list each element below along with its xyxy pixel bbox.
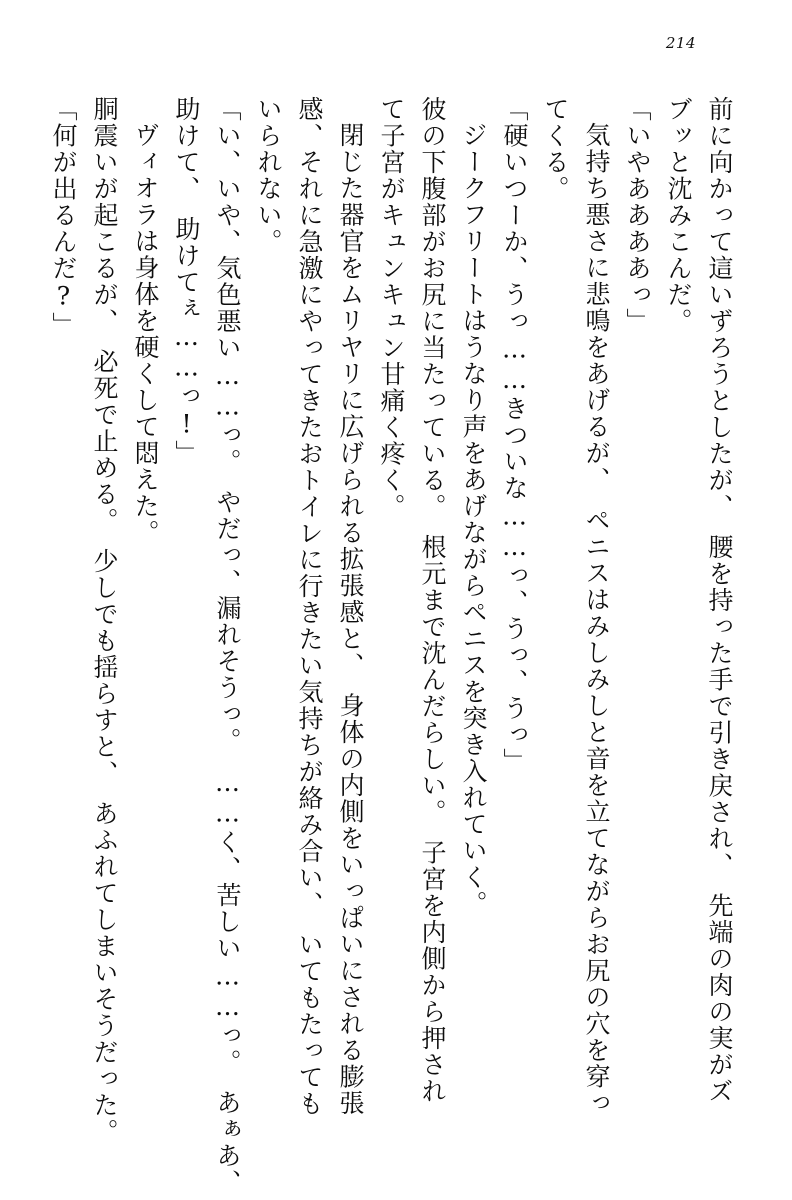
- text-line: 感、それに急激にやってきたおトイレに行きたい気持ちが絡み合い、 いてもたっても: [295, 96, 324, 1117]
- text-line: 「いやああああっ」: [623, 96, 652, 335]
- text-line: いられない。: [254, 96, 283, 255]
- text-line: 助けて、 助けてぇ……っ!」: [172, 96, 201, 467]
- text-line: 前に向かって這いずろうとしたが、 腰を持った手で引き戻され、 先端の肉の実がズ: [705, 96, 734, 1105]
- text-line: ヴィオラは身体を硬くして悶えた。: [131, 122, 160, 546]
- text-line: 閉じた器官をムリヤリに広げられる拡張感と、 身体の内側をいっぱいにされる膨張: [336, 122, 365, 1117]
- body-text: [36, 96, 734, 1196]
- text-line: 「い、いや、気色悪い……っ。 やだっ、漏れそうっ。 ……く、苦しい……っ。 あぁあ、: [213, 96, 242, 1196]
- text-line: 胴震いが起こるが、 必死で止める。 少しでも揺らすと、 あふれてしまいそうだった。: [90, 96, 119, 1145]
- text-line: ブッと沈みこんだ。: [664, 96, 693, 335]
- text-line: ジークフリートはうなり声をあげながらペニスを突き入れていく。: [459, 122, 488, 917]
- text-line: 気持ち悪さに悲鳴をあげるが、 ペニスはみしみしと音を立てながらお尻の穴を穿っ: [582, 122, 611, 1117]
- text-line: てくる。: [541, 96, 570, 202]
- text-line: 彼の下腹部がお尻に当たっている。 根元まで沈んだらしい。 子宮を内側から押され: [418, 96, 447, 1105]
- page-number: 214: [665, 34, 696, 52]
- text-line: 「何が出るんだ?」: [49, 96, 78, 339]
- text-line: 「硬いつーか、うっ……きついな……っ、うっ、うっ」: [500, 96, 529, 775]
- text-line: て子宮がキュンキュン甘痛く疼く。: [377, 96, 406, 520]
